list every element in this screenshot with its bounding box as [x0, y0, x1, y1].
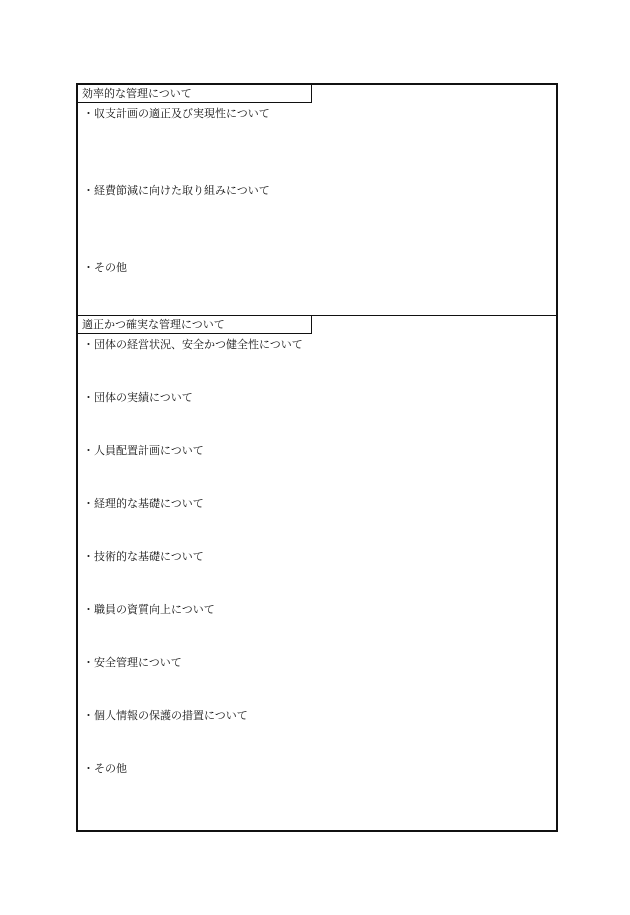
- item-other: ・その他: [83, 261, 127, 274]
- item-staffing-plan: ・人員配置計画について: [83, 444, 204, 457]
- item-budget-plan: ・収支計画の適正及び実現性について: [83, 107, 270, 120]
- item-cost-reduction: ・経費節減に向けた取り組みについて: [83, 184, 270, 197]
- item-technical-basis: ・技術的な基礎について: [83, 550, 204, 563]
- item-other: ・その他: [83, 762, 127, 775]
- item-safety-management: ・安全管理について: [83, 656, 182, 669]
- item-staff-development: ・職員の資質向上について: [83, 603, 215, 616]
- section-title: 適正かつ確実な管理について: [78, 316, 312, 334]
- item-track-record: ・団体の実績について: [83, 391, 193, 404]
- section-title: 効率的な管理について: [78, 85, 312, 103]
- evaluation-form: [76, 83, 558, 832]
- item-financial-basis: ・経理的な基礎について: [83, 497, 204, 510]
- section-efficient-management: [78, 85, 556, 316]
- section-proper-management: [78, 316, 556, 830]
- item-organization-status: ・団体の経営状況、安全かつ健全性について: [83, 338, 303, 351]
- item-privacy-protection: ・個人情報の保護の措置について: [83, 709, 248, 722]
